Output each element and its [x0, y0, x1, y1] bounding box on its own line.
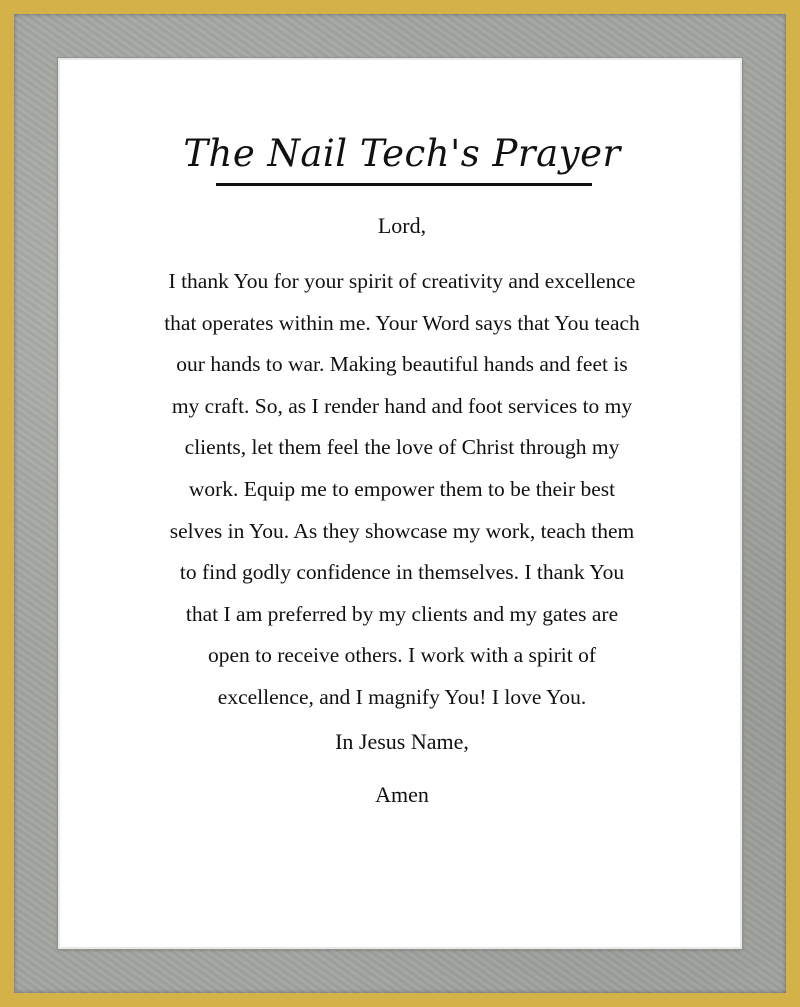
body-line: work. Equip me to empower them to be their best — [188, 476, 616, 501]
salutation: Lord, — [377, 213, 427, 238]
body-line: that operates within me. Your Word says that You teach — [164, 310, 640, 335]
body-line: clients, let them feel the love of Christ through my — [184, 435, 620, 460]
body-line: our hands to war. Making beautiful hands and feet is — [176, 352, 628, 377]
body-line: that I am preferred by my clients and my gates are — [185, 601, 619, 626]
prayer-paper — [58, 58, 742, 949]
body-line: I thank You for your spirit of creativity and excellence — [168, 269, 636, 293]
prayer-body — [132, 261, 672, 719]
body-line: selves in You. As they showcase my work, teach them — [169, 518, 635, 543]
title-underline — [216, 183, 592, 186]
body-line: excellence, and I magnify You! I love You. — [217, 684, 587, 709]
amen-line: Amen — [375, 782, 429, 807]
body-line: to find godly confidence in themselves. I thank You — [179, 560, 625, 585]
closing-line: In Jesus Name, — [335, 729, 469, 754]
prayer-title: The Nail Tech's Prayer — [183, 132, 621, 175]
body-line: open to receive others. I work with a spirit of — [207, 643, 597, 668]
body-line: my craft. So, as I render hand and foot services to my — [171, 393, 633, 418]
